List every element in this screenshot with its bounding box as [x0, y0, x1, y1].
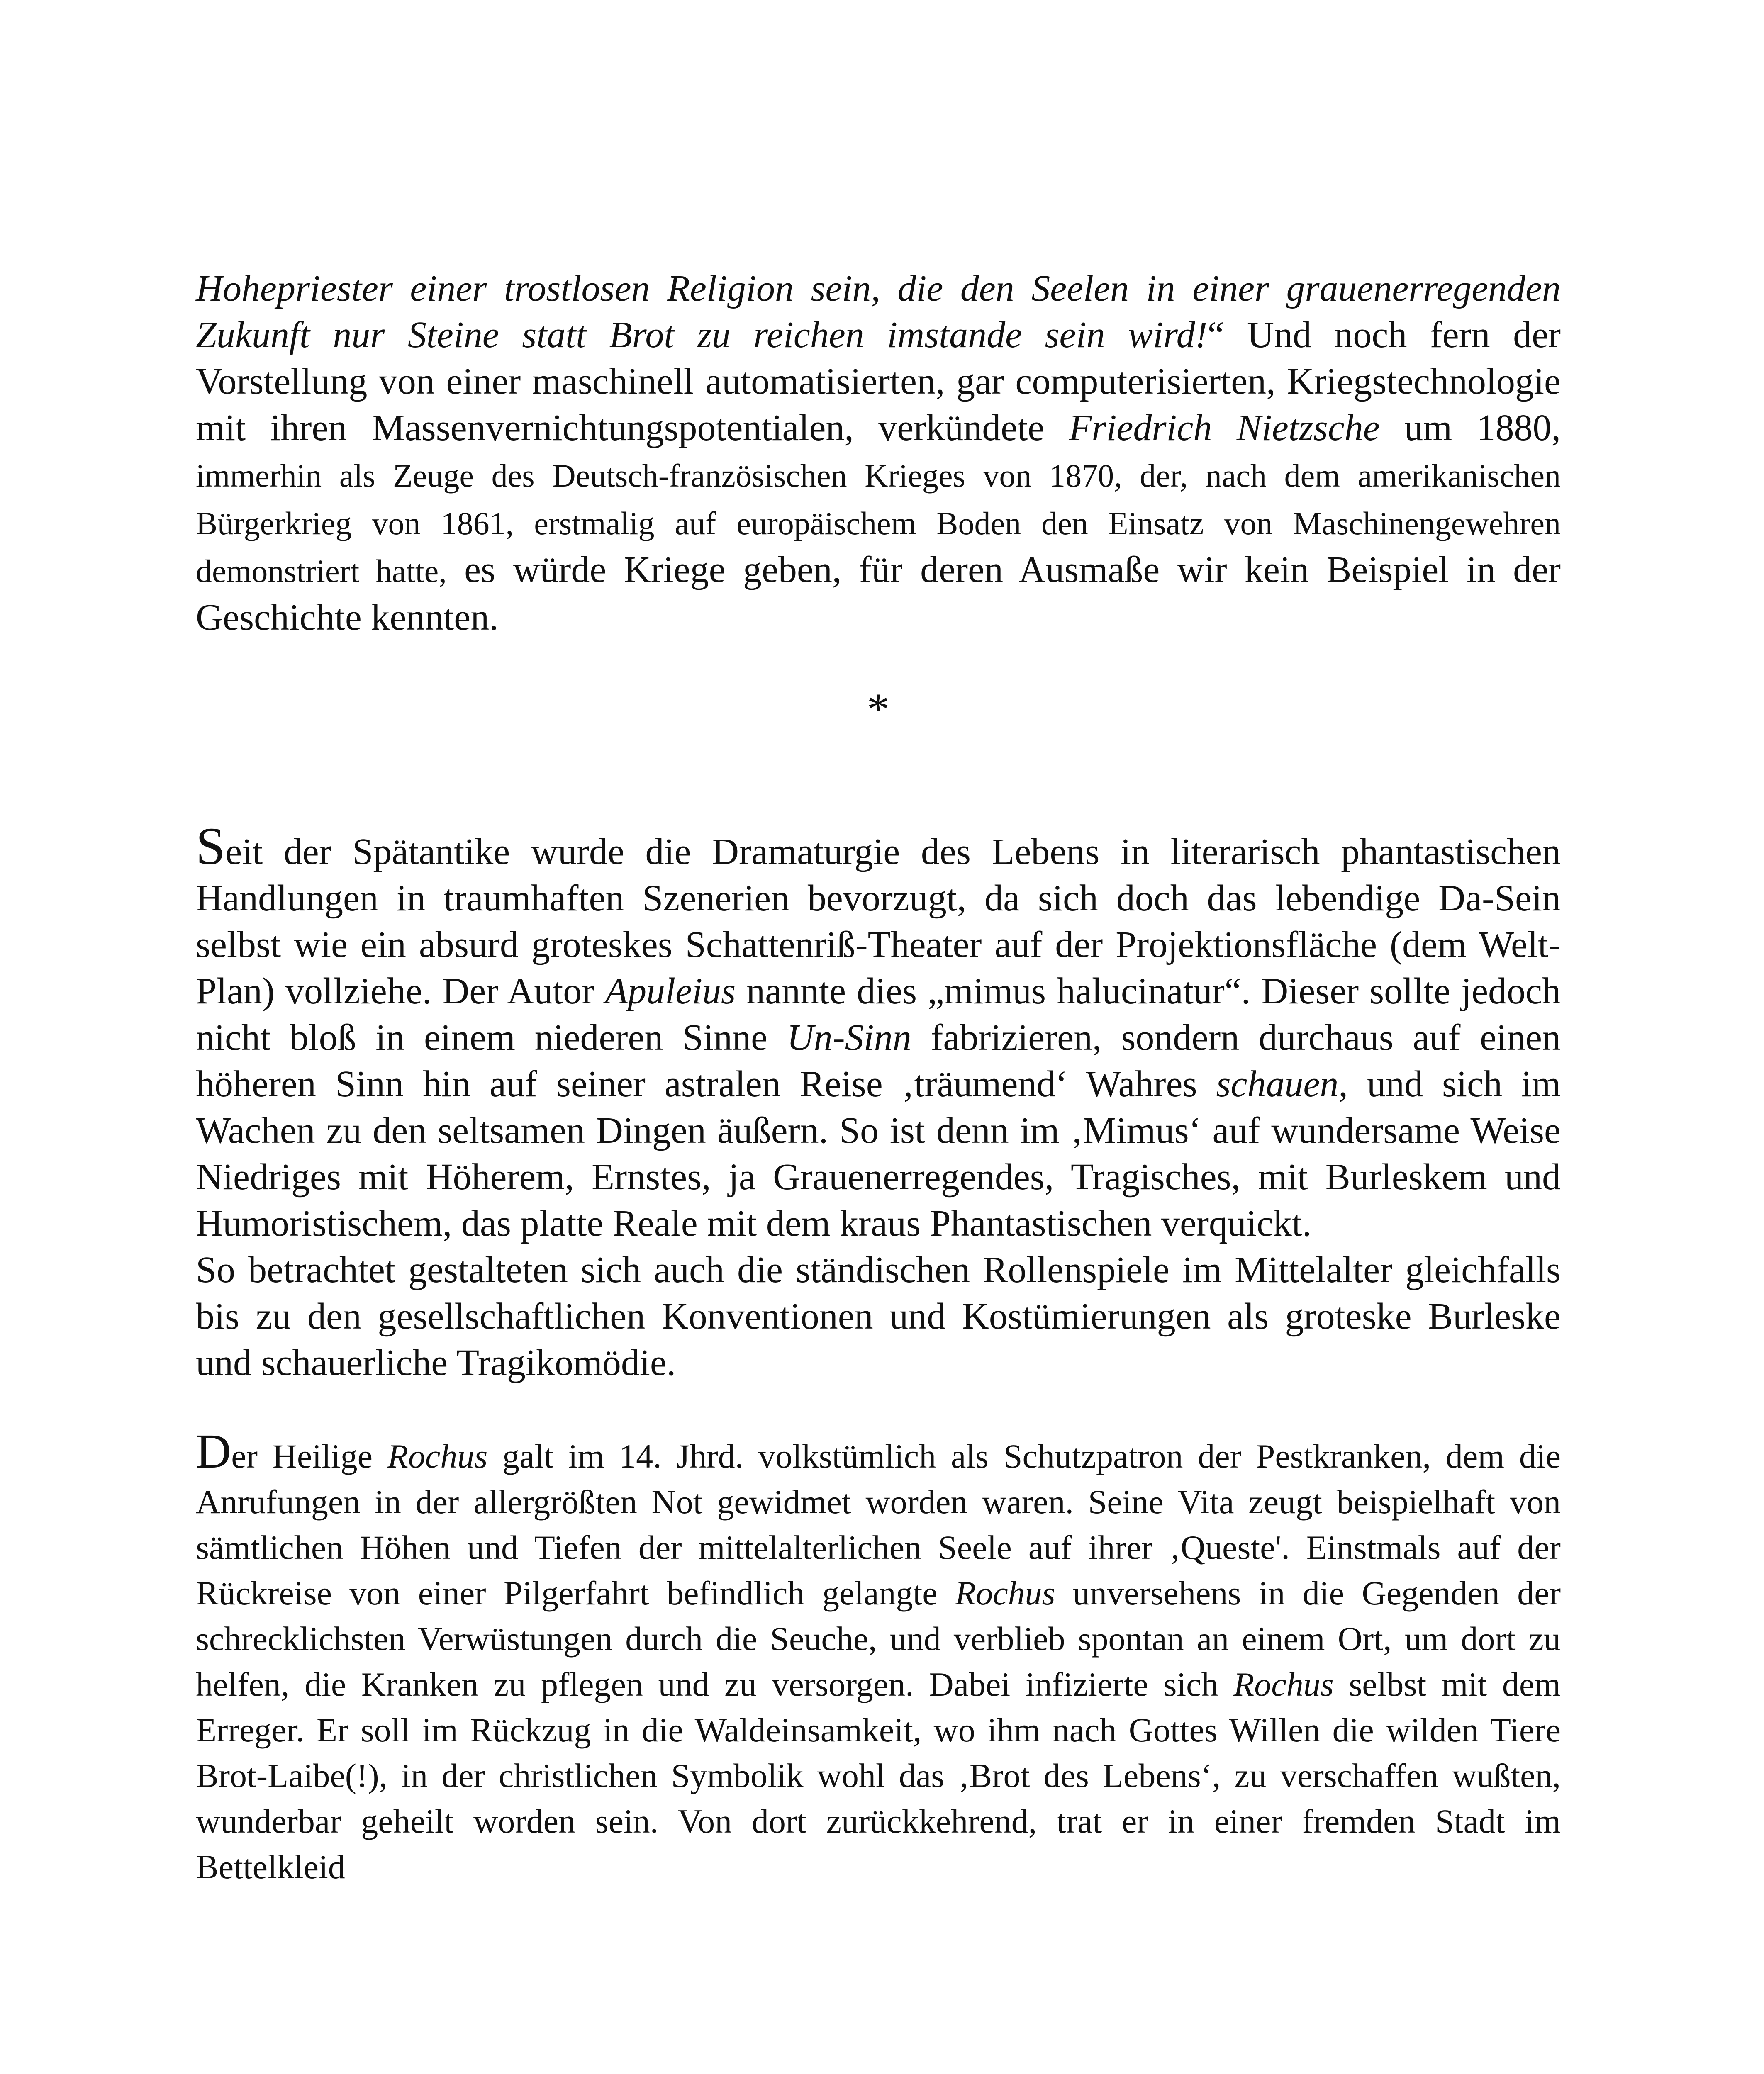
text-segment: , und sich im Wachen zu den seltsamen Dingen äußern. So ist denn im ‚Mimus‘ auf wundersame Weise Niedriges mit Höherem, Ernstes, ja Grauenerregendes, Tragisches, mit Burleskem und Humoristischem, das platte Reale mit dem kraus Phantastischen verquickt.	[196, 1064, 1561, 1244]
saint-name: Rochus	[1233, 1665, 1334, 1703]
saint-name: Rochus	[955, 1574, 1055, 1612]
paragraph-rochus	[196, 1424, 1561, 1890]
drop-cap: D	[196, 1424, 231, 1478]
text-segment-small: immerhin als Zeuge des Deutsch-französischen Krieges von 1870, der, nach dem amerikanischen Bürgerkrieg von 1861, erstmalig auf europäischem Boden den Einsatz von Maschinengewehren demonstriert hatte,	[196, 458, 1561, 589]
text-segment: nannte dies „mimus halucinatur“. Dieser sollte jedoch nicht bloß in einem niederen Sinne	[196, 971, 1561, 1058]
emphasis: Un-Sinn	[787, 1017, 911, 1058]
text-segment: selbst mit dem Erreger. Er soll im Rückzug in die Waldeinsamkeit, wo ihm nach Gottes Willen die wilden Tiere Brot-Laibe(!), in der christlichen Symbolik wohl das ‚Brot des Lebens‘, zu verschaffen wußten, wunderbar geheilt worden sein. Von dort zurückkehrend, trat er in einer fremden Stadt im Bettelkleid	[196, 1665, 1561, 1886]
section-separator: *	[867, 684, 890, 735]
author-name: Apuleius	[605, 971, 736, 1012]
emphasis: schauen	[1216, 1064, 1339, 1105]
quote-text: Hohepriester einer trostlosen Religion sein, die den Seelen in einer grauenerregenden Zukunft nur Steine statt Brot zu reichen imstande sein wird!	[196, 268, 1561, 355]
text-segment: er Heilige	[231, 1437, 387, 1475]
text-segment: galt im 14. Jhrd. volkstümlich als Schutzpatron der Pestkranken, dem die Anrufungen in der allergrößten Not gewidmet worden waren. Seine Vita zeugt beispielhaft von sämtlichen Höhen und Tiefen der mittelalterlichen Seele auf ihrer ‚Queste'. Einstmals auf der Rückreise von einer Pilgerfahrt befindlich gelangte	[196, 1437, 1561, 1612]
paragraph-nietzsche	[196, 265, 1561, 641]
section-mimus	[196, 817, 1561, 1386]
author-name: Friedrich Nietzsche	[1069, 407, 1380, 448]
text-segment: unversehens in die Gegenden der schrecklichsten Verwüstungen durch die Seuche, und verblieb spontan an einem Ort, um dort zu helfen, die Kranken zu pflegen und zu versorgen. Dabei infizierte sich	[196, 1574, 1561, 1703]
quote-close-mark: “	[1207, 314, 1224, 355]
saint-name: Rochus	[387, 1437, 488, 1475]
text-segment: es würde Kriege geben, für deren Ausmaße wir kein Beispiel in der Geschichte kennten.	[196, 549, 1561, 638]
drop-cap: S	[196, 817, 226, 876]
paragraph-mimus	[196, 817, 1561, 1247]
text-segment: eit der Spätantike wurde die Dramaturgie des Lebens in literarisch phantastischen Handlungen in traumhaften Szenerien bevorzugt, da sich doch das lebendige Da-Sein selbst wie ein absurd groteskes Schattenriß-Theater auf der Projektionsfläche (dem Welt-Plan) vollziehe. Der Autor	[196, 831, 1561, 1012]
page-body	[196, 265, 1561, 1890]
text-segment: fabrizieren, sondern durchaus auf einen höheren Sinn hin auf seiner astralen Reise ‚träumend‘ Wahres	[196, 1017, 1561, 1105]
text-segment: um 1880,	[1379, 407, 1561, 448]
text-segment: Und noch fern der Vorstellung von einer maschinell automatisierten, gar computerisierten, Kriegstechnologie mit ihren Massenvernichtungspotentialen, verkündete	[196, 314, 1561, 448]
section-rochus	[196, 1424, 1561, 1890]
paragraph-mittelalter: So betrachtet gestalteten sich auch die ständischen Rollenspiele im Mittelalter gleichfalls bis zu den gesellschaftlichen Konventionen und Kostümierungen als groteske Burleske und schauerliche Tragikomödie.	[196, 1249, 1561, 1383]
